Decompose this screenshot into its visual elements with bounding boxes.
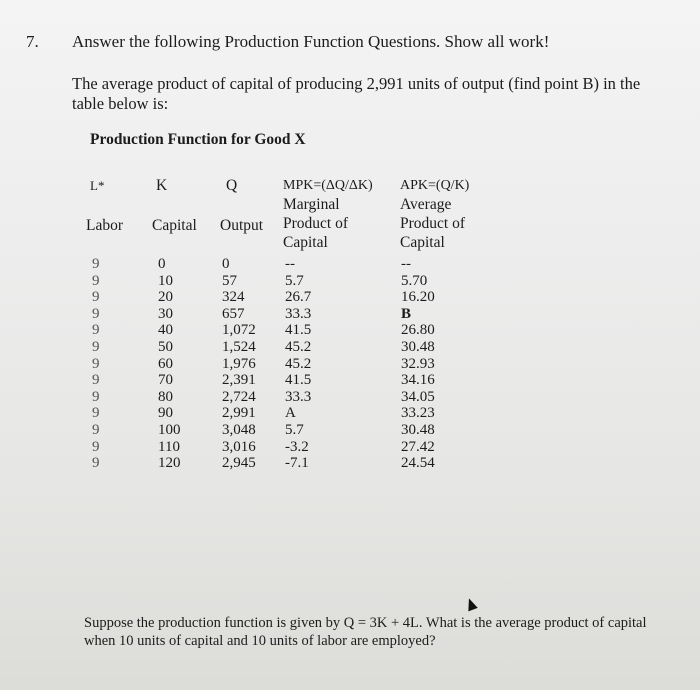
capital-label: Capital [152,217,197,234]
labor-cell: 9 [92,272,100,289]
mp-cell: -- [285,256,295,272]
mp-cell: -7.1 [285,455,309,472]
mp-line-capital: Capital [283,234,328,251]
output-cell: 2,945 [222,455,256,472]
ap-cell: 26.80 [401,322,435,339]
labor-column [92,256,100,472]
ap-line-product-of: Product of [400,215,466,232]
mp-cell: 5.7 [285,421,304,438]
labor-cell: 9 [92,256,100,272]
mp-line-marginal: Marginal [283,196,340,213]
output-cell: 3,016 [222,438,256,455]
capital-cell: 20 [158,289,173,306]
output-cell: 1,072 [222,322,256,339]
ap-cell: 16.20 [401,289,435,306]
mp-cell: -3.2 [285,438,309,455]
labor-header [86,176,123,235]
ap-cell: 5.70 [401,272,428,289]
labor-cell: 9 [92,388,100,405]
labor-cell: 9 [92,372,100,389]
ap-cell: 33.23 [401,405,435,422]
labor-cell: 9 [92,438,100,455]
capital-cell: 10 [158,272,173,289]
question-title: Answer the following Production Function Questions. Show all work! [72,32,550,51]
output-cell: 2,391 [222,372,256,389]
capital-cell: 100 [158,421,181,438]
ap-cell: 27.42 [401,438,435,455]
capital-cell: 50 [158,338,173,355]
ap-column [401,256,435,472]
ap-cell: 34.16 [401,372,435,389]
question-number: 7. [26,32,39,51]
output-cell: 1,976 [222,355,256,372]
labor-symbol: L* [90,178,105,193]
question-prompt: The average product of capital of producing 2,991 units of output (find point B) in the table below is: [72,74,641,113]
ap-formula: APK=(Q/K) [400,178,470,193]
labor-label: Labor [86,217,124,234]
output-cell: 2,724 [222,388,256,405]
labor-cell: 9 [92,421,100,438]
capital-cell: 80 [158,388,173,405]
output-cell: 57 [222,272,237,289]
capital-cell: 30 [158,305,173,322]
followup-question: Suppose the production function is given by Q = 3K + 4L. What is the average product of capital when 10 units of capital and 10 units of labor are employed? [84,615,647,649]
capital-symbol: K [156,177,168,194]
labor-cell: 9 [92,289,100,306]
ap-cell: 24.54 [401,455,435,472]
labor-cell: 9 [92,355,100,372]
capital-cell: 70 [158,372,173,389]
output-header [220,176,263,235]
ap-header [400,176,469,252]
output-label: Output [220,217,264,234]
ap-line-average: Average [400,196,452,213]
mp-header [283,176,373,252]
ap-cell: 30.48 [401,338,435,355]
labor-cell: 9 [92,338,100,355]
mp-cell: 5.7 [285,272,304,289]
mp-formula: MPK=(ΔQ/ΔK) [283,178,373,193]
capital-cell: 90 [158,405,173,422]
mouse-cursor-icon [464,597,478,612]
capital-cell: 110 [158,438,180,455]
mp-cell: 45.2 [285,338,312,355]
mp-cell: 41.5 [285,372,312,389]
ap-cell: -- [401,256,411,272]
ap-line-capital: Capital [400,234,445,251]
output-symbol: Q [226,177,238,194]
output-column [222,256,256,472]
output-cell: 2,991 [222,405,256,422]
output-cell: 0 [222,256,230,272]
labor-cell: 9 [92,305,100,322]
mp-cell: 45.2 [285,355,312,372]
output-cell: 324 [222,289,245,306]
ap-cell: 32.93 [401,355,435,372]
capital-header [152,176,197,235]
mp-cell: 26.7 [285,289,312,306]
mp-line-product-of: Product of [283,215,349,232]
mp-column [285,256,311,472]
mp-cell: 33.3 [285,388,312,405]
capital-cell: 120 [158,455,181,472]
capital-cell: 0 [158,256,166,272]
output-cell: 3,048 [222,421,256,438]
mp-cell: 41.5 [285,322,312,339]
capital-column [158,256,181,472]
ap-cell: 30.48 [401,421,435,438]
ap-cell-b: B [401,305,412,322]
table-caption: Production Function for Good X [90,131,306,148]
capital-cell: 40 [158,322,173,339]
labor-cell: 9 [92,455,100,472]
output-cell: 1,524 [222,338,256,355]
ap-cell: 34.05 [401,388,435,405]
labor-cell: 9 [92,322,100,339]
mp-cell-a: A [285,405,296,422]
output-cell: 657 [222,305,245,322]
mp-cell: 33.3 [285,305,312,322]
labor-cell: 9 [92,405,100,422]
capital-cell: 60 [158,355,173,372]
